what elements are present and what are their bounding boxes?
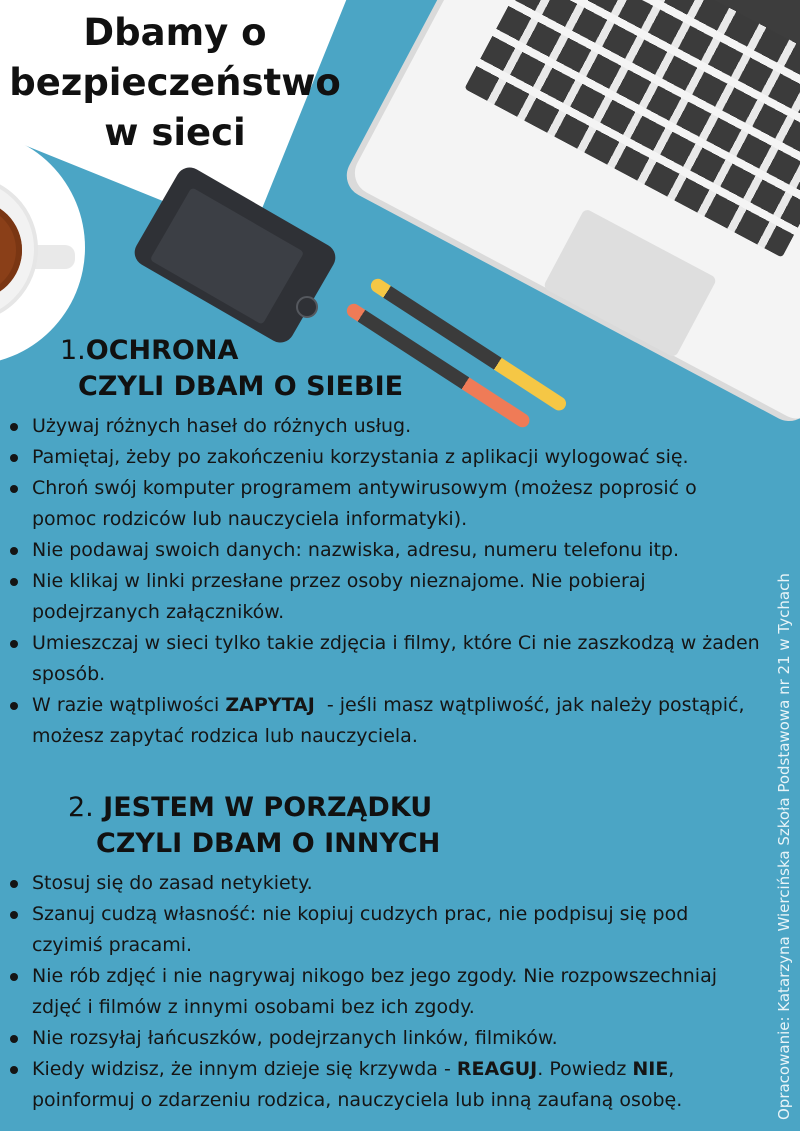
list-item-text: Pamiętaj, żeby po zakończeniu korzystania z aplikacji wylogować się.	[32, 446, 689, 468]
section-respect	[0, 790, 760, 1116]
smartphone-button-illustration	[296, 296, 318, 318]
list-item	[0, 961, 760, 1023]
list-item-text: Kiedy widzisz, że innym dzieje się krzywda -	[32, 1058, 457, 1080]
section-2-heading	[0, 790, 760, 862]
list-item	[0, 1023, 760, 1054]
list-item-text: Umieszczaj w sieci tylko takie zdjęcia i filmy, które Ci nie zaszkodzą w żaden sposób.	[32, 632, 760, 685]
list-item	[0, 690, 760, 752]
poster-title	[0, 8, 350, 158]
section-1-heading	[0, 333, 760, 405]
emphasis-ask: ZAPYTAJ	[225, 694, 315, 716]
list-item	[0, 442, 760, 473]
list-item-text: Nie rozsyłaj łańcuszków, podejrzanych linków, filmików.	[32, 1027, 558, 1049]
section-1-list	[0, 411, 760, 752]
list-item-text: , poinformuj o zdarzeniu rodzica, nauczyciela lub inną zaufaną osobę.	[32, 1058, 683, 1111]
title-line-2: bezpieczeństwo	[9, 61, 341, 104]
list-item-text: Używaj różnych haseł do różnych usług.	[32, 415, 412, 437]
list-item-text: . Powiedz	[537, 1058, 633, 1080]
list-item-text: Nie podawaj swoich danych: nazwiska, adresu, numeru telefonu itp.	[32, 539, 680, 561]
list-item-text: Chroń swój komputer programem antywirusowym (możesz poprosić o pomoc rodziców lub nauczyciela informatyki).	[32, 477, 697, 530]
list-item-text: W razie wątpliwości	[32, 694, 226, 716]
section-2-heading-line-2: CZYLI DBAM O INNYCH	[96, 828, 441, 859]
list-item-text: Nie rób zdjęć i nie nagrywaj nikogo bez jego zgody. Nie rozpowszechniaj zdjęć i filmów z innymi osobami bez ich zgody.	[32, 965, 718, 1018]
section-1-heading-line-1: OCHRONA	[85, 335, 239, 366]
section-1-heading-line-2: CZYLI DBAM O SIEBIE	[78, 371, 404, 402]
section-2-number: 2.	[68, 792, 94, 823]
list-item	[0, 535, 760, 566]
list-item	[0, 1054, 760, 1116]
list-item	[0, 628, 760, 690]
list-item	[0, 868, 760, 899]
list-item	[0, 411, 760, 442]
author-credit: Opracowanie: Katarzyna Wiercińska Szkoła Podstawowa nr 21 w Tychach	[775, 573, 793, 1120]
list-item	[0, 899, 760, 961]
list-item	[0, 473, 760, 535]
list-item-text: - jeśli masz wątpliwość, jak należy postąpić, możesz zapytać rodzica lub nauczyciela.	[32, 694, 751, 747]
title-line-1: Dbamy o	[83, 11, 267, 54]
emphasis-no: NIE	[632, 1058, 669, 1080]
list-item-text: Nie klikaj w linki przesłane przez osoby nieznajome. Nie pobieraj podejrzanych załączników.	[32, 570, 646, 623]
section-protection	[0, 333, 760, 752]
section-1-number: 1.	[60, 335, 86, 366]
list-item-text: Szanuj cudzą własność: nie kopiuj cudzych prac, nie podpisuj się pod czyimiś pracami.	[32, 903, 689, 956]
list-item	[0, 566, 760, 628]
title-line-3: w sieci	[104, 111, 246, 154]
section-2-heading-line-1: JESTEM W PORZĄDKU	[103, 792, 433, 823]
emphasis-react: REAGUJ	[456, 1058, 538, 1080]
list-item-text: Stosuj się do zasad netykiety.	[32, 872, 313, 894]
section-2-list	[0, 868, 760, 1116]
